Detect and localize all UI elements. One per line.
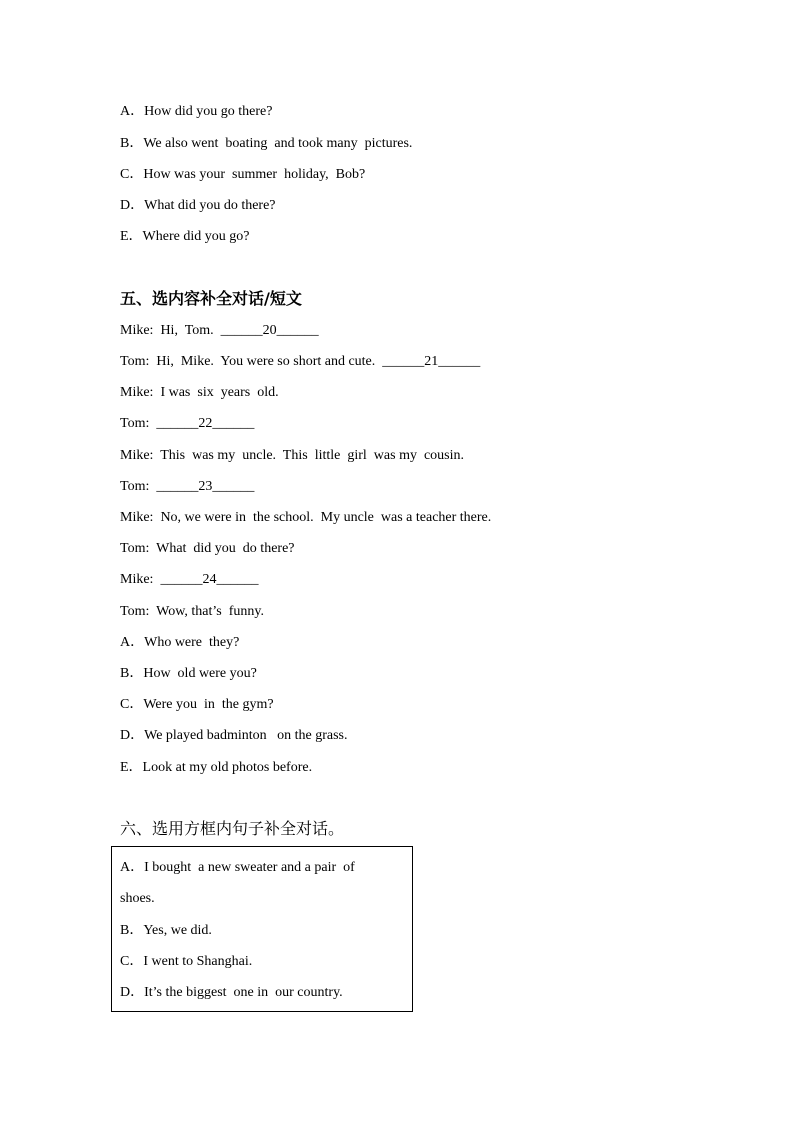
option-a: A．How did you go there? bbox=[120, 104, 273, 119]
dialogue-line: Mike: ______24______ bbox=[120, 572, 259, 587]
option-b: B．How old were you? bbox=[120, 666, 257, 681]
option-c: C．Were you in the gym? bbox=[120, 697, 274, 712]
option-d: D．We played badminton on the grass. bbox=[120, 728, 348, 743]
box-option-b: B．Yes, we did. bbox=[120, 923, 212, 938]
dialogue-line: Mike: No, we were in the school. My uncle was a teacher there. bbox=[120, 510, 492, 525]
section-heading: 五、选内容补全对话/短文 bbox=[120, 289, 302, 308]
options-box bbox=[111, 846, 413, 1012]
dialogue-line: Mike: This was my uncle. This little girl was my cousin. bbox=[120, 448, 465, 463]
dialogue-line: Tom: What did you do there? bbox=[120, 541, 295, 556]
box-option-d: D．It’s the biggest one in our country. bbox=[120, 985, 343, 1000]
option-c: C．How was your summer holiday, Bob? bbox=[120, 167, 366, 182]
option-e: E．Look at my old photos before. bbox=[120, 760, 313, 775]
dialogue-line: Tom: ______22______ bbox=[120, 416, 255, 431]
box-option-c: C．I went to Shanghai. bbox=[120, 954, 253, 969]
dialogue-line: Tom: Hi, Mike. You were so short and cute. ______21______ bbox=[120, 354, 481, 369]
section-heading: 六、选用方框内句子补全对话。 bbox=[120, 819, 345, 838]
option-b: B．We also went boating and took many pictures. bbox=[120, 136, 413, 151]
option-d: D．What did you do there? bbox=[120, 198, 276, 213]
box-option-a: A．I bought a new sweater and a pair of bbox=[120, 860, 355, 875]
dialogue-line: Mike: I was six years old. bbox=[120, 385, 279, 400]
box-option-a-continued: shoes. bbox=[120, 891, 155, 906]
option-e: E．Where did you go? bbox=[120, 229, 250, 244]
option-a: A．Who were they? bbox=[120, 635, 240, 650]
dialogue-line: Tom: Wow, that’s funny. bbox=[120, 604, 264, 619]
dialogue-line: Mike: Hi, Tom. ______20______ bbox=[120, 323, 319, 338]
dialogue-line: Tom: ______23______ bbox=[120, 479, 255, 494]
